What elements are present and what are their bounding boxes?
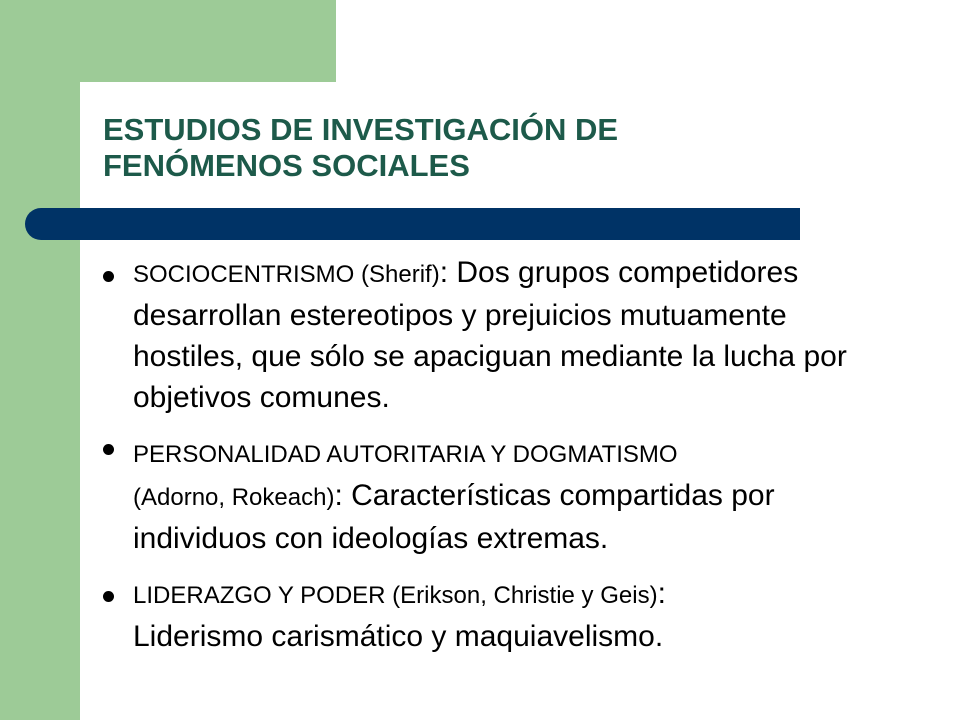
title-divider-bar [25, 208, 800, 240]
bullet-reference: (Adorno, Rokeach) [133, 484, 335, 511]
bullet-separator: : [439, 256, 457, 289]
bullet-heading: SOCIOCENTRISMO [133, 261, 355, 288]
bullet-heading: LIDERAZGO Y PODER [133, 582, 386, 609]
bullet-separator: : [334, 479, 352, 512]
bullet-dot-icon [103, 591, 114, 602]
bullet-list [100, 252, 900, 671]
bullet-dot-icon [103, 444, 114, 455]
slide-title [103, 112, 863, 184]
bullet-item-liderazgo-y-poder [100, 573, 900, 657]
bullet-item-personalidad-autoritaria [100, 432, 900, 559]
bullet-heading: PERSONALIDAD AUTORITARIA Y DOGMATISMO [133, 441, 678, 468]
slide-title-line-2: FENÓMENOS SOCIALES [103, 148, 470, 183]
left-accent-band [0, 0, 80, 720]
bullet-content [133, 252, 900, 418]
bullet-content [133, 573, 900, 657]
top-accent-band [80, 0, 336, 82]
bullet-body: Liderismo carismático y maquiavelismo. [133, 620, 664, 653]
bullet-body: Características compartidas por individuos con ideologías extremas. [133, 479, 775, 555]
bullet-dot-icon [103, 271, 114, 282]
slide-title-line-1: ESTUDIOS DE INVESTIGACIÓN DE [103, 112, 619, 147]
bullet-separator: : [657, 577, 666, 610]
bullet-reference: (Sherif) [354, 261, 440, 288]
bullet-content [133, 432, 900, 559]
bullet-item-sociocentrismo [100, 252, 900, 418]
bullet-reference: (Erikson, Christie y Geis) [385, 582, 658, 609]
bullet-body: Dos grupos competidores desarrollan estereotipos y prejuicios mutuamente hostiles, que sólo se apaciguan mediante la lucha por objetivos comunes. [133, 256, 847, 414]
